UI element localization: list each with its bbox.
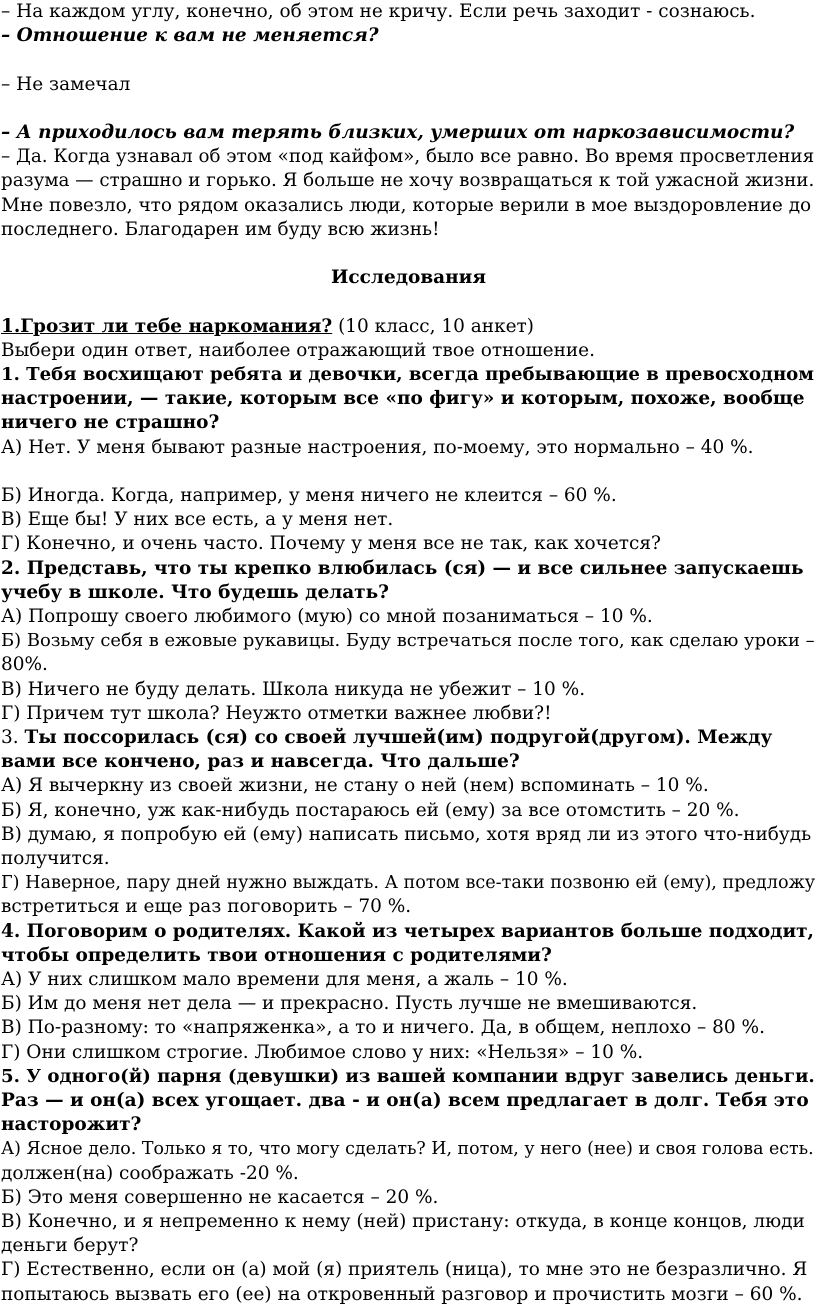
blank-line xyxy=(1,97,816,121)
answer-option: А) У них слишком мало времени для меня, а жаль – 10 %. xyxy=(1,969,568,991)
answer-option: встретиться и еще раз поговорить – 70 %. xyxy=(1,896,412,918)
question-line: настроении, — такие, которым все «по фигу» и которым, похоже, вообще xyxy=(1,388,805,410)
answer-option: Б) Это меня совершенно не касается – 20 %. xyxy=(1,1186,439,1208)
answer-option: Б) Иногда. Когда, например, у меня ничего не клеится – 60 %. xyxy=(1,484,617,506)
answer-option: Г) Они слишком строгие. Любимое слово у них: «Нельзя» – 10 %. xyxy=(1,1041,644,1063)
survey-title: 1.Грозит ли тебе наркомания? xyxy=(1,315,333,337)
answer-option: Г) Наверное, пару дней нужно выждать. А потом все-таки позвоню ей (ему), предложу xyxy=(1,873,816,894)
blank-line xyxy=(1,242,816,266)
answer-option: деньги берут? xyxy=(1,1235,139,1257)
answer-option: В) думаю, я попробую ей (ему) написать письмо, хотя вряд ли из этого что-нибудь xyxy=(1,823,812,845)
answer-option: Б) Им до меня нет дела — и прекрасно. Пусть лучше не вмешиваются. xyxy=(1,993,698,1015)
question-line: 5. У одного(й) парня (девушки) из вашей компании вдруг завелись деньги. xyxy=(1,1065,815,1087)
answer-option: должен(на) соображать -20 %. xyxy=(1,1162,299,1184)
interview-answer-line: – Да. Когда узнавал об этом «под кайфом», было все равно. Во время просветления xyxy=(1,146,815,168)
answer-option: В) Еще бы! У них все есть, а у меня нет. xyxy=(1,509,394,531)
interview-answer: – Не замечал xyxy=(1,73,131,95)
interview-answer-line: разума — страшно и горько. Я больше не хочу возвращаться к той ужасной жизни. xyxy=(1,170,815,192)
answer-option: В) Ничего не буду делать. Школа никуда не убежит – 10 %. xyxy=(1,678,586,700)
interview-question: – А приходилось вам терять близких, умерших от наркозависимости? xyxy=(1,121,795,143)
question-line: чтобы определить твои отношения с родителями? xyxy=(1,944,552,966)
blank-line xyxy=(1,290,816,314)
answer-option: В) По-разному: то «напряженка», а то и ничего. Да, в общем, неплохо – 80 %. xyxy=(1,1017,765,1039)
answer-option: А) Нет. У меня бывают разные настроения, по-моему, это нормально – 40 %. xyxy=(1,436,754,458)
answer-option: Г) Естественно, если он (а) мой (я) приятель (ница), то мне это не безразлично. Я xyxy=(1,1259,808,1281)
answer-option: Г) Причем тут школа? Неужто отметки важнее любви?! xyxy=(1,702,552,724)
answer-option: А) Ясное дело. Только я то, что могу сделать? И, потом, у него (нее) и своя голова есть. xyxy=(1,1139,814,1160)
answer-option: Б) Я, конечно, уж как-нибудь постараюсь ей (ему) за все отомстить – 20 %. xyxy=(1,799,740,821)
survey-meta: (10 класс, 10 анкет) xyxy=(332,315,534,337)
answer-option: попытаюсь вызвать его (ее) на откровенный разговор и прочистить мозги – 60 %. xyxy=(1,1283,803,1305)
survey-instruction: Выбери один ответ, наиболее отражающий твое отношение. xyxy=(1,339,595,361)
interview-answer-line: Мне повезло, что рядом оказались люди, которые верили в мое выздоровление до xyxy=(1,194,812,216)
question-text: Ты поссорилась (ся) со своей лучшей(им) подругой(другом). Между xyxy=(24,727,773,749)
survey-title-line xyxy=(1,315,816,339)
question-line: Раз — и он(а) всех угощает. два - и он(а) всем предлагает в долг. Тебя это xyxy=(1,1090,809,1112)
interview-question: – Отношение к вам не меняется? xyxy=(1,25,379,47)
answer-option: В) Конечно, и я непременно к нему (ней) пристану: откуда, в конце концов, люди xyxy=(1,1211,805,1233)
question-line xyxy=(1,726,816,750)
interview-answer-line: последнего. Благодарен им буду всю жизнь! xyxy=(1,218,440,240)
question-line: насторожит? xyxy=(1,1114,142,1136)
question-line: вами все кончено, раз и навсегда. Что дальше? xyxy=(1,751,520,773)
answer-option: Б) Возьму себя в ежовые рукавицы. Буду встречаться после того, как сделаю уроки – xyxy=(1,630,815,652)
blank-line xyxy=(1,48,816,72)
answer-option: 80%. xyxy=(1,654,48,676)
answer-option: А) Попрошу своего любимого (мую) со мной позаниматься – 10 %. xyxy=(1,606,653,627)
question-line: 1. Тебя восхищают ребята и девочки, всегда пребывающие в превосходном xyxy=(1,363,814,385)
question-line: 4. Поговорим о родителях. Какой из четырех вариантов больше подходит, xyxy=(1,920,814,942)
answer-option: А) Я вычеркну из своей жизни, не стану о ней (нем) вспоминать – 10 %. xyxy=(1,775,709,797)
question-number: 3. xyxy=(1,727,25,749)
answer-option: получится. xyxy=(1,848,110,870)
interview-answer: – На каждом углу, конечно, об этом не кричу. Если речь заходит - сознаюсь. xyxy=(1,1,756,22)
question-line: ничего не страшно? xyxy=(1,412,220,434)
section-heading: Исследования xyxy=(330,267,486,289)
blank-line xyxy=(1,460,816,484)
question-line: 2. Представь, что ты крепко влюбилась (ся) — и все сильнее запускаешь xyxy=(1,557,804,579)
answer-option: Г) Конечно, и очень часто. Почему у меня все не так, как хочется? xyxy=(1,533,661,555)
question-line: учебу в школе. Что будешь делать? xyxy=(1,581,389,603)
